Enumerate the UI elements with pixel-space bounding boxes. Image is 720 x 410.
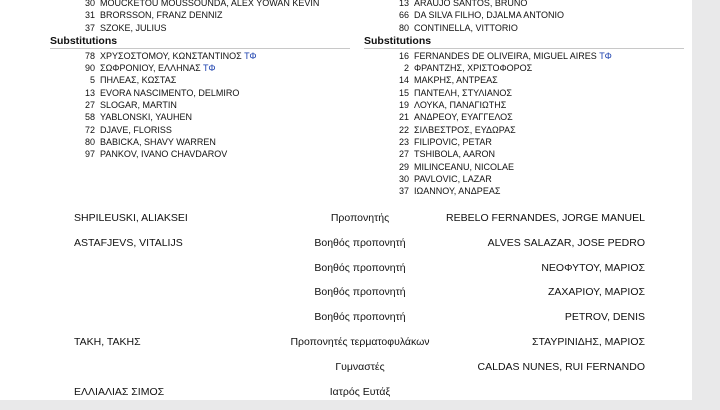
captain-mark: ΤΦ — [202, 63, 216, 74]
player-number: 19 — [398, 100, 409, 111]
sub-row — [50, 50, 350, 62]
player-number: 5 — [89, 75, 95, 86]
player-name: ΦΡΑΝΤΖΗΣ, ΧΡΙΣΤΟΦΟΡΟΣ — [414, 63, 533, 74]
left-subs-title: Substitutions — [50, 34, 118, 47]
staff-table — [0, 212, 692, 410]
sub-row — [364, 74, 684, 86]
player-name: PANKOV, IVANO CHAVDAROV — [100, 149, 228, 160]
player-name: CONTINELLA, VITTORIO — [414, 22, 518, 33]
staff-left-name: SHPILEUSKI, ALIAKSEI — [74, 212, 188, 224]
player-number: 23 — [398, 136, 409, 147]
sub-row — [50, 136, 350, 148]
sub-row — [50, 74, 350, 86]
staff-role: Γυμναστές — [335, 360, 385, 373]
player-name: MILINCEANU, NICOLAE — [414, 161, 515, 172]
player-number: 27 — [84, 100, 95, 111]
player-row — [364, 9, 684, 21]
player-name: ΠΗΛΕΑΣ, ΚΩΣΤΑΣ — [100, 75, 177, 86]
left-starters-list — [50, 0, 350, 34]
staff-role: Ιατρός Ευτάξ — [329, 385, 391, 398]
player-name: ΙΩΑΝΝΟΥ, ΑΝΔΡΕΑΣ — [414, 186, 501, 197]
player-number: 14 — [398, 75, 409, 86]
player-name: YABLONSKI, YAUHEN — [100, 112, 193, 123]
player-number: 58 — [84, 112, 95, 123]
sub-row — [50, 111, 350, 123]
sub-row — [364, 173, 684, 185]
right-subs-list — [364, 48, 684, 198]
sub-row — [364, 87, 684, 99]
sub-row — [364, 136, 684, 148]
player-number: 2 — [403, 63, 409, 74]
staff-role: Βοηθός προπονητή — [314, 236, 406, 249]
player-row — [50, 9, 350, 21]
player-number: 13 — [398, 0, 409, 8]
sub-row — [50, 62, 350, 74]
player-number: 66 — [398, 10, 409, 21]
player-number: 37 — [84, 22, 95, 33]
player-name: FERNANDES DE OLIVEIRA, MIGUEL AIRES — [414, 50, 597, 61]
staff-row — [0, 311, 692, 336]
player-number: 15 — [398, 87, 409, 98]
sub-row — [50, 148, 350, 160]
staff-right-name: PETROV, DENIS — [564, 311, 645, 324]
player-number: 13 — [84, 87, 95, 98]
player-name: ΣΩΦΡΟΝΙΟΥ, ΕΛΛΗΝΑΣ — [100, 63, 201, 74]
right-starters-list — [364, 0, 684, 34]
player-name: DA SILVA FILHO, DJALMA ANTONIO — [414, 10, 565, 21]
staff-row — [0, 286, 692, 311]
captain-mark: ΤΦ — [599, 50, 612, 61]
staff-row — [0, 237, 692, 262]
player-name: ΧΡΥΣΟΣΤΟΜΟΥ, ΚΩΝΣΤΑΝΤΙΝΟΣ — [100, 50, 242, 61]
player-name: ΠΑΝΤΕΛΗ, ΣΤΥΛΙΑΝΟΣ — [414, 87, 512, 98]
player-name: TSHIBOLA, AARON — [414, 149, 496, 160]
staff-row — [0, 336, 692, 361]
staff-row — [0, 386, 692, 410]
staff-role: Βοηθός προπονητή — [314, 286, 406, 299]
player-number: 30 — [84, 0, 95, 8]
player-name: ΑΝΔΡΕΟΥ, ΕΥΑΓΓΕΛΟΣ — [414, 112, 513, 123]
staff-role: Προπονητής — [330, 212, 390, 224]
player-name: PAVLOVIC, LAZAR — [414, 173, 492, 184]
sub-row — [50, 87, 350, 99]
player-row — [364, 0, 684, 9]
sub-row — [364, 185, 684, 197]
staff-role: Βοηθός προπονητή — [314, 261, 406, 274]
player-row — [364, 22, 684, 34]
player-number: 22 — [398, 124, 409, 135]
player-name: DJAVE, FLORISS — [100, 124, 172, 135]
sub-row — [364, 124, 684, 136]
staff-left-name: ASTAFJEVS, VITALIJS — [74, 236, 183, 249]
staff-right-name: ΝΕΟΦΥΤΟΥ, ΜΑΡΙΟΣ — [541, 261, 645, 274]
player-name: ΜΑΚΡΗΣ, ΑΝΤΡΕΑΣ — [414, 75, 498, 86]
staff-right-name: CALDAS NUNES, RUI FERNANDO — [477, 360, 645, 373]
player-number: 27 — [398, 149, 409, 160]
player-number: 30 — [398, 173, 409, 184]
player-name: FILIPOVIC, PETAR — [414, 136, 492, 147]
player-name: BABICKA, SHAVY WARREN — [100, 136, 216, 147]
staff-right-name: ΣΤΑΥΡΙΝΙΔΗΣ, ΜΑΡΙΟΣ — [531, 335, 645, 348]
player-number: 21 — [398, 112, 409, 123]
player-row — [50, 0, 350, 9]
left-team-column — [50, 0, 350, 161]
sub-row — [364, 161, 684, 173]
sub-row — [364, 62, 684, 74]
player-name: ARAUJO SANTOS, BRUNO — [414, 0, 528, 8]
staff-role: Προπονητές τερματοφυλάκων — [290, 335, 430, 348]
player-number: 37 — [398, 186, 409, 197]
player-number: 97 — [84, 149, 95, 160]
player-number: 29 — [398, 161, 409, 172]
player-number: 16 — [398, 50, 409, 61]
staff-row — [0, 262, 692, 287]
right-team-column — [364, 0, 684, 197]
sub-row — [364, 50, 684, 62]
player-number: 31 — [84, 10, 95, 21]
sub-row — [50, 99, 350, 111]
sub-row — [364, 99, 684, 111]
staff-row — [0, 361, 692, 386]
staff-left-name: ΤΑΚΗ, ΤΑΚΗΣ — [74, 335, 141, 348]
player-row — [50, 22, 350, 34]
player-name: SLOGAR, MARTIN — [100, 100, 177, 111]
player-number: 80 — [398, 22, 409, 33]
player-name: ΛΟΥΚΑ, ΠΑΝΑΓΙΩΤΗΣ — [414, 100, 507, 111]
staff-row — [0, 212, 692, 237]
player-number: 78 — [84, 50, 95, 61]
left-subs-list — [50, 48, 350, 161]
staff-right-name: ΖΑΧΑΡΙΟΥ, ΜΑΡΙΟΣ — [548, 286, 645, 299]
captain-mark: ΤΦ — [244, 50, 257, 61]
player-name: BRORSSON, FRANZ DENNIZ — [100, 10, 223, 21]
sub-row — [364, 111, 684, 123]
player-name: SZOKE, JULIUS — [100, 22, 167, 33]
player-name: EVORA NASCIMENTO, DELMIRO — [100, 87, 240, 98]
right-subs-title: Substitutions — [364, 34, 432, 47]
staff-role: Βοηθός προπονητή — [314, 311, 406, 324]
player-number: 90 — [84, 63, 95, 74]
sub-row — [50, 124, 350, 136]
player-name: ΣΙΛΒΕΣΤΡΟΣ, ΕΥΔΩΡΑΣ — [414, 124, 516, 135]
player-number: 80 — [84, 136, 95, 147]
sub-row — [364, 148, 684, 160]
staff-left-name: ΕΛΛΙΑΛΙΑΣ ΣΙΜΟΣ — [74, 385, 165, 398]
staff-right-name: REBELO FERNANDES, JORGE MANUEL — [446, 212, 645, 224]
player-number: 72 — [84, 124, 95, 135]
staff-right-name: ALVES SALAZAR, JOSE PEDRO — [487, 236, 645, 249]
player-name: MOUCKETOU MOUSSOUNDA, ALEX YOWAN KEVIN — [100, 0, 320, 8]
